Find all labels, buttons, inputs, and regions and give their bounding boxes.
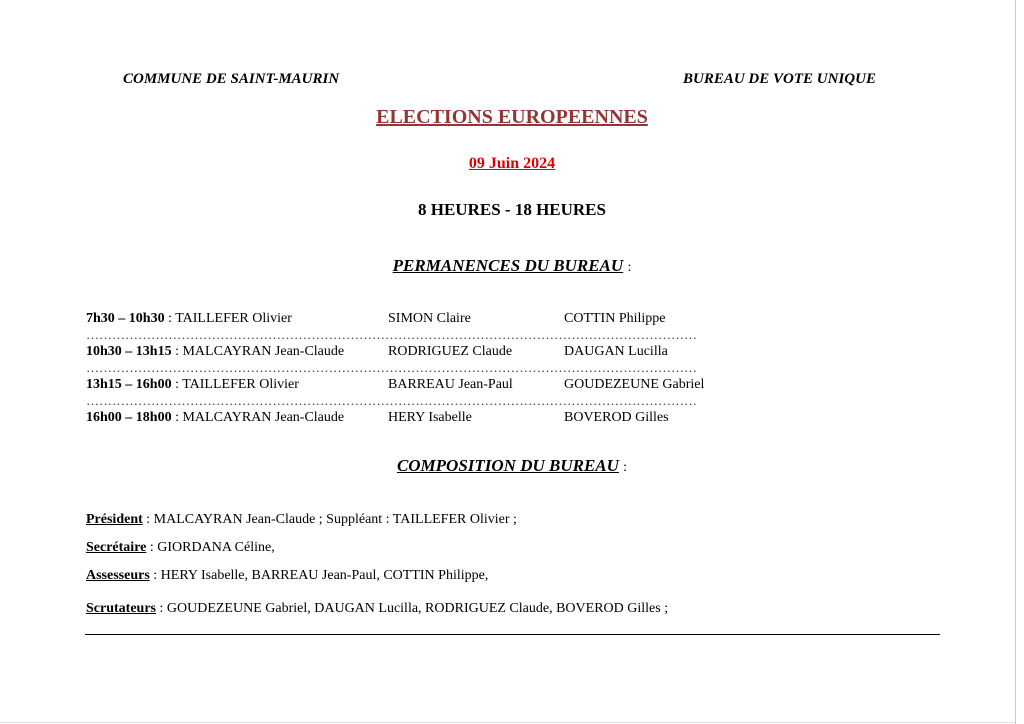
secretaire-line	[86, 540, 275, 556]
scrutateurs-text: : GOUDEZEUNE Gabriel, DAUGAN Lucilla, RODRIGUEZ Claude, BOVEROD Gilles ;	[156, 601, 669, 616]
opening-hours: 8 HEURES - 18 HEURES	[418, 200, 606, 219]
assesseurs-text: : HERY Isabelle, BARREAU Jean-Paul, COTTIN Philippe,	[149, 568, 489, 583]
permanence-time: 10h30 – 13h15 : MALCAYRAN Jean-Claude	[86, 344, 345, 359]
permanence-person-3: GOUDEZEUNE Gabriel	[564, 377, 705, 392]
assesseurs-line	[86, 568, 488, 584]
permanence-row	[86, 344, 786, 361]
scrutateurs-label: Scrutateurs	[86, 601, 156, 616]
composition-heading	[0, 456, 1024, 476]
permanence-person-2: HERY Isabelle	[388, 410, 472, 425]
president-text: : MALCAYRAN Jean-Claude ; Suppléant : TAILLEFER Olivier ;	[142, 512, 517, 527]
secretaire-text: : GIORDANA Céline,	[146, 540, 275, 555]
president-label: Président	[86, 512, 143, 527]
permanence-person-1: TAILLEFER Olivier	[175, 311, 292, 326]
permanence-person-2: BARREAU Jean-Paul	[388, 377, 513, 392]
permanence-person-3: BOVEROD Gilles	[564, 410, 669, 425]
dotted-separator: ……………………………………………………………………………………………………………………………	[86, 328, 697, 342]
permanence-person-2: SIMON Claire	[388, 311, 471, 326]
permanences-heading	[0, 256, 1024, 276]
bureau-header: BUREAU DE VOTE UNIQUE	[683, 71, 876, 87]
commune-header: COMMUNE DE SAINT-MAURIN	[123, 71, 340, 87]
secretaire-label: Secrétaire	[86, 540, 147, 555]
election-date: 09 Juin 2024	[468, 155, 556, 172]
composition-heading-colon: :	[623, 460, 628, 475]
scrutateurs-line	[86, 601, 668, 617]
permanence-time: 16h00 – 18h00 : MALCAYRAN Jean-Claude	[86, 410, 345, 425]
permanence-row	[86, 410, 786, 427]
permanence-person-2: RODRIGUEZ Claude	[388, 344, 513, 359]
election-title: ELECTIONS EUROPEENNES	[376, 106, 648, 128]
permanence-person-3: DAUGAN Lucilla	[564, 344, 668, 359]
assesseurs-label: Assesseurs	[86, 568, 150, 583]
permanence-time: 13h15 – 16h00 : TAILLEFER Olivier	[86, 377, 299, 392]
permanences-table	[86, 311, 786, 427]
permanence-person-1: MALCAYRAN Jean-Claude	[182, 344, 345, 359]
composition-heading-text: COMPOSITION DU BUREAU	[396, 456, 619, 475]
permanence-time: 7h30 – 10h30 : TAILLEFER Olivier	[86, 311, 292, 326]
dotted-separator: ……………………………………………………………………………………………………………………………	[86, 394, 697, 408]
bottom-rule	[85, 634, 940, 635]
permanence-row	[86, 311, 786, 328]
page-bottom-edge	[0, 722, 1015, 723]
permanences-heading-text: PERMANENCES DU BUREAU	[392, 256, 624, 275]
dotted-separator: ……………………………………………………………………………………………………………………………	[86, 361, 697, 375]
permanence-person-1: MALCAYRAN Jean-Claude	[182, 410, 345, 425]
president-line	[86, 512, 517, 528]
permanences-heading-colon: :	[627, 260, 632, 275]
permanence-person-3: COTTIN Philippe	[564, 311, 666, 326]
permanence-row	[86, 377, 786, 394]
permanence-person-1: TAILLEFER Olivier	[182, 377, 299, 392]
